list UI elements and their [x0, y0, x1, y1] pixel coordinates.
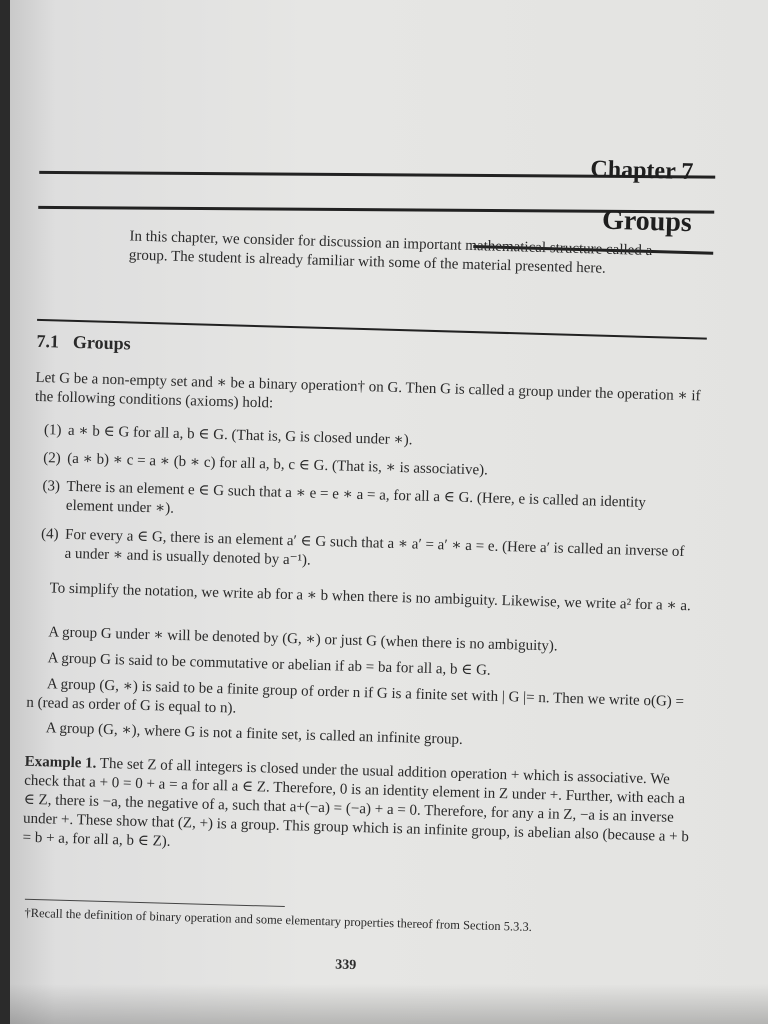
axiom-3 — [42, 477, 703, 535]
finite-group-paragraph: A group (G, ∗) is said to be a finite group of order n if G is a finite set with | G |= n. Then we write o(G) = n (read as order of G is equal to n). — [26, 676, 685, 717]
axiom-4 — [40, 525, 701, 583]
group-notation-paragraph: A group G under ∗ will be denoted by (G, ∗) or just G (when there is no ambiguity). — [48, 624, 558, 655]
infinite-group-paragraph: A group (G, ∗), where G is not a finite set, is called an infinite group. — [45, 720, 463, 748]
abelian-paragraph: A group G is said to be commutative or abelian if ab = ba for all a, b ∈ G. — [47, 650, 491, 679]
chapter-label: Chapter 7 — [590, 156, 694, 186]
section-heading — [36, 331, 145, 355]
axiom-number: (2) — [42, 450, 61, 467]
axiom-text: There is an element e ∈ G such that a ∗ e = e ∗ a = a, for all a ∈ G. (Here, e is called an identity element under ∗). — [65, 478, 647, 517]
page-content — [10, 0, 768, 1024]
chapter-title: Groups — [601, 204, 693, 239]
group-definition: Let G be a non-empty set and ∗ be a binary operation† on G. Then G is called a group under the operation ∗ if the following conditions (axioms) hold: — [34, 369, 701, 412]
notation-paragraph: To simplify the notation, we write ab for a ∗ b when there is no ambiguity. Likewise, we write a² for a ∗ a. — [49, 580, 692, 615]
example-1 — [22, 753, 692, 867]
chapter-intro: In this chapter, we consider for discussion an important mathematical structure called a group. The student is already familiar with some of the material presented here. — [128, 228, 653, 277]
section-title: Groups — [72, 331, 131, 354]
page-number: 339 — [334, 957, 357, 974]
footnote: †Recall the definition of binary operation and some elementary properties thereof from Section 5.3.3. — [24, 905, 533, 934]
axiom-number: (1) — [43, 422, 62, 439]
axiom-number: (3) — [42, 478, 61, 495]
section-number: 7.1 — [36, 330, 60, 352]
axiom-text: a ∗ b ∈ G for all a, b ∈ G. (That is, G is closed under ∗). — [67, 422, 413, 449]
example-text: The set Z of all integers is closed under the usual addition operation + which is associative. We check that a + 0 = 0 + a = a for all a ∈ Z. Therefore, 0 is an identity element in Z under +. Further, with each a ∈ Z, there is −a, the negative of a, such that a+(−a) = (−a) + a = 0. Therefore, for any a in Z, −a is an inverse under +. These show that (Z, +) is a group. This group which is an infinite group, is abelian also (because a + b = b + a, for all a, b ∈ Z). — [22, 755, 690, 850]
book-page — [10, 0, 768, 1024]
axiom-text: (a ∗ b) ∗ c = a ∗ (b ∗ c) for all a, b, c ∈ G. (That is, ∗ is associative). — [66, 450, 489, 479]
axiom-text: For every a ∈ G, there is an element a′ ∈ G such that a ∗ a′ = a′ ∗ a = e. (Here a′ is called an inverse of a under ∗ and is usually denoted by a⁻¹). — [64, 526, 685, 569]
example-label: Example 1. — [24, 753, 97, 772]
axiom-number: (4) — [40, 526, 59, 543]
